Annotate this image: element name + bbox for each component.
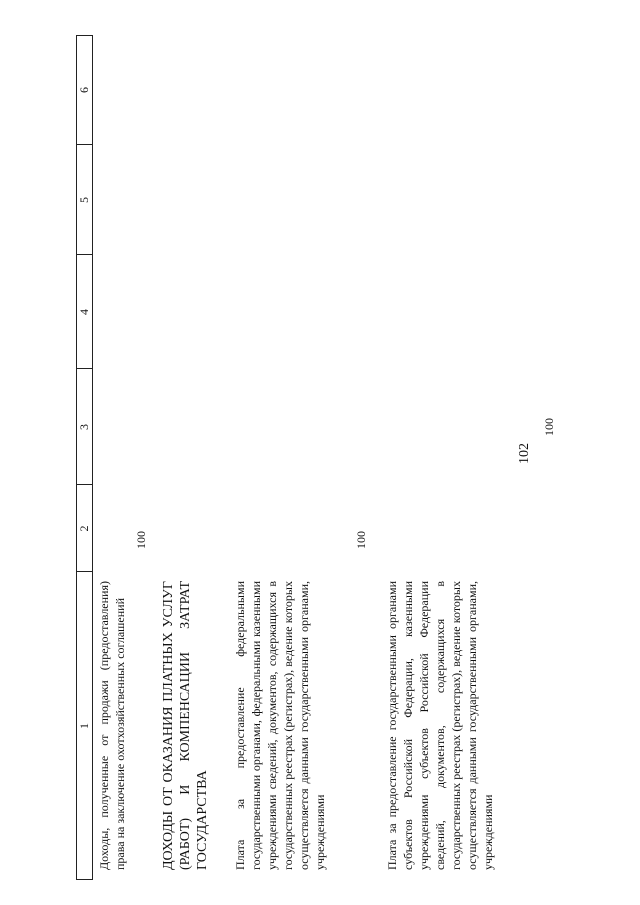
- row-4-col3-value: 100: [542, 418, 556, 436]
- column-header-6: 6: [77, 87, 91, 93]
- column-header-2: 2: [77, 525, 91, 532]
- table-header-border: [92, 35, 93, 880]
- row-3-col2-value: 100: [354, 531, 368, 549]
- page-number: 102: [517, 443, 532, 464]
- column-header-1: 1: [77, 723, 91, 729]
- budget-table: [76, 35, 640, 880]
- row-4-name: Плата за предоставление государственными органами субъектов Российской Федерации, казенными учреждениями субъектов Российской Федерации сведений, документов, содержащихся в государственных реестрах (регистрах), ведение которых осуществляется данными государственными органами, учреждениями: [385, 581, 495, 870]
- column-header-5: 5: [77, 197, 91, 203]
- row-2-name: ДОХОДЫ ОТ ОКАЗАНИЯ ПЛАТНЫХ УСЛУГ (РАБОТ) И КОМПЕНСАЦИИ ЗАТРАТ ГОСУДАРСТВА: [161, 581, 210, 870]
- row-3-name: Плата за предоставление федеральными государственными органами, федеральными казенными учреждениями сведений, документов, содержащихся в государственных реестрах (регистрах), ведение которых осуществляется данными государственными органами, учреждениями: [233, 581, 327, 870]
- row-1-col2-value: 100: [134, 531, 148, 549]
- column-header-4: 4: [77, 309, 91, 315]
- row-1-name: Доходы, полученные от продажи (предоставления) права на заключение охотхозяйственных соглашений: [97, 581, 127, 870]
- column-header-3: 3: [77, 424, 91, 430]
